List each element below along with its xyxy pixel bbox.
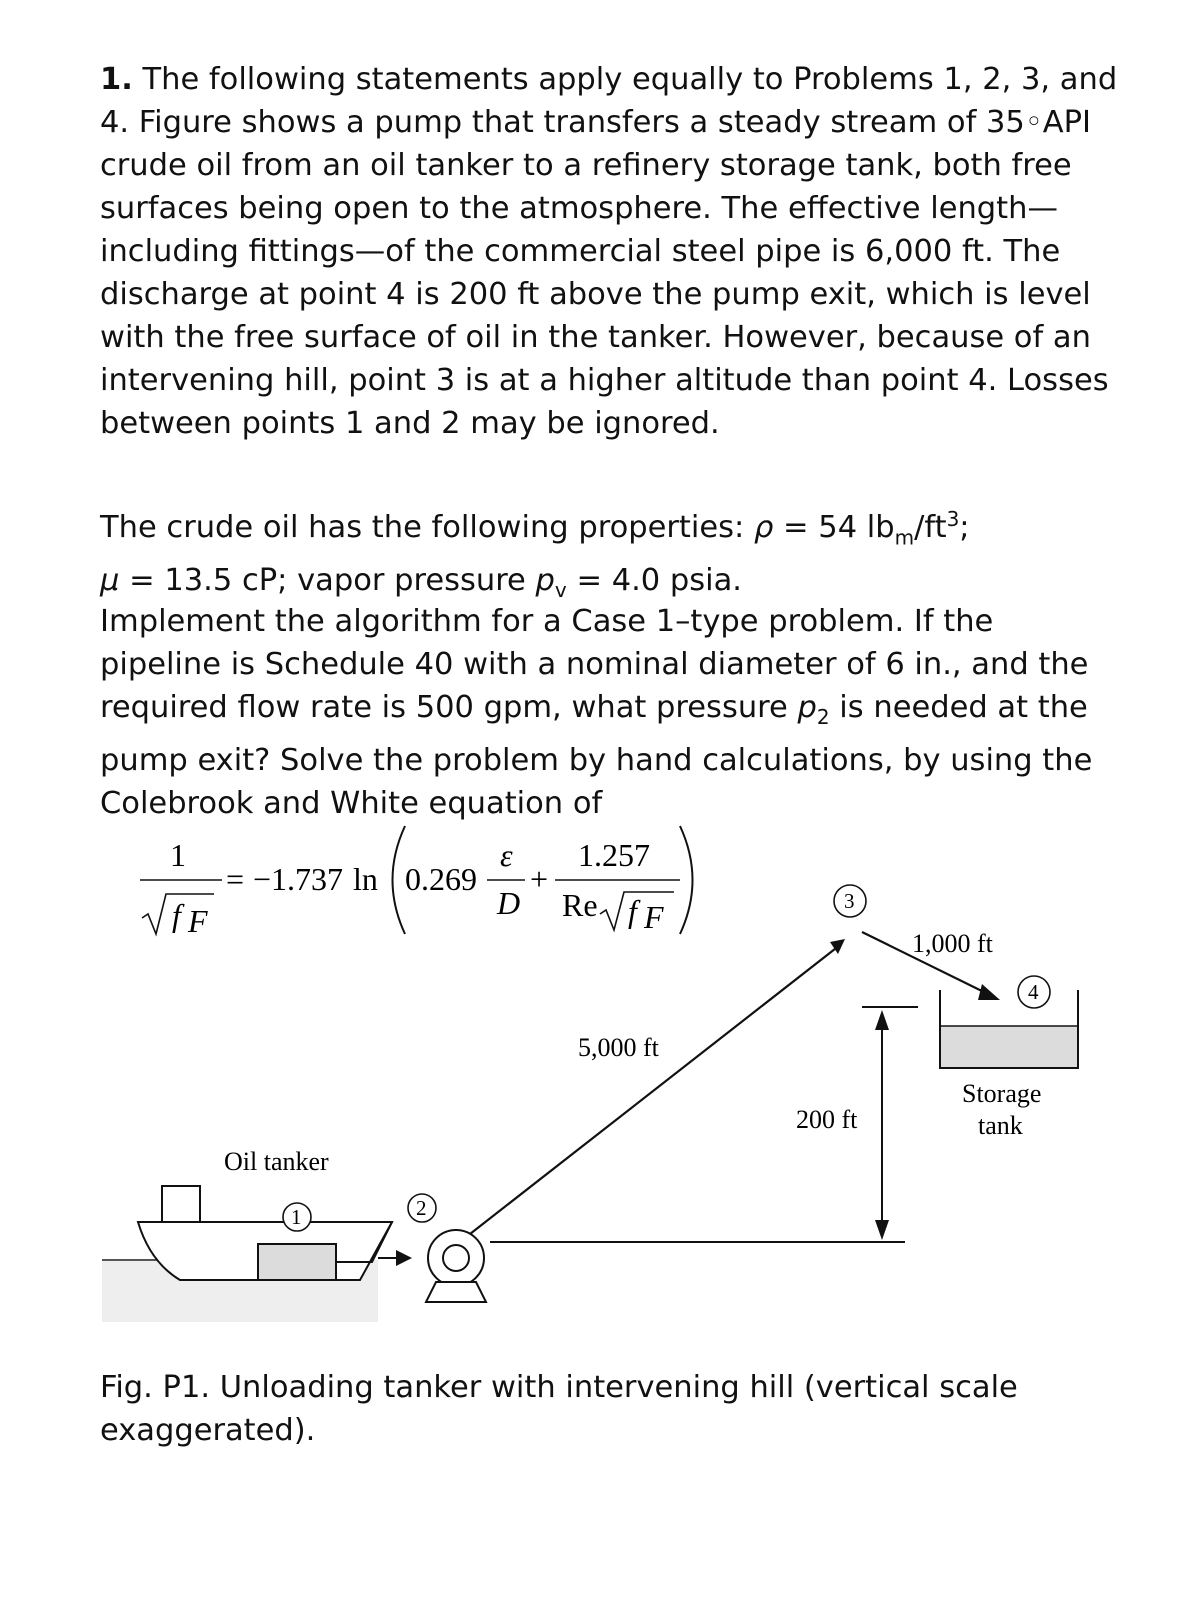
pipeline-uphill: [470, 945, 840, 1234]
eq-coef: −1.737: [253, 861, 344, 897]
pv-value: = 4.0 psia.: [566, 563, 743, 599]
properties-prefix: The crude oil has the following properties:: [100, 510, 754, 546]
svg-text:4: 4: [1028, 980, 1039, 1004]
label-5000ft: 5,000 ft: [578, 1033, 659, 1062]
task-part1: Implement the algorithm for a Case 1–type problem. If the pipeline is Schedule 40 with a nominal diameter of 6 in., and the required flow rate is 500 gpm, what pressure: [100, 604, 1089, 725]
label-200ft: 200 ft: [796, 1105, 858, 1134]
eq-c2: 1.257: [578, 837, 650, 873]
eq-lhs-f-sub: F: [188, 903, 208, 939]
eq-D: D: [497, 885, 521, 921]
flow-arrow-to-pump: [396, 1250, 412, 1266]
pv-symbol: p: [535, 563, 555, 599]
mu-symbol: μ: [100, 563, 120, 599]
pv-sub: v: [554, 578, 567, 603]
eq-epsilon: ε: [500, 837, 513, 873]
dimension-arrow-down: [875, 1220, 889, 1240]
eq-re-f-sub: F: [644, 899, 664, 935]
mu-value: = 13.5 cP; vapor pressure: [119, 563, 536, 599]
eq-re-f: f: [628, 893, 637, 929]
storage-tank: [940, 990, 1078, 1068]
point-marker-2: [408, 1194, 436, 1222]
tanker-cabin: [162, 1186, 200, 1222]
point-marker-3: [834, 885, 866, 917]
rho-end: ;: [959, 510, 970, 546]
colebrook-equation: [140, 826, 693, 939]
tanker-oil-hold: [258, 1244, 336, 1280]
rho-unit: /ft: [914, 510, 947, 546]
eq-lhs-numerator: 1: [170, 837, 186, 873]
label-1000ft: 1,000 ft: [912, 929, 993, 958]
rho-symbol: ρ: [753, 510, 774, 546]
eq-c1: 0.269: [405, 861, 477, 897]
svg-text:1: 1: [291, 1205, 302, 1229]
label-oil-tanker: Oil tanker: [224, 1147, 329, 1176]
rho-value: = 54 lb: [773, 510, 895, 546]
problem-intro: The following statements apply equally to Problems 1, 2, 3, and 4. Figure shows a pump that transfers a steady stream of 35◦API crude oil from an oil tanker to a refinery storage tank, both free surfaces being open to the atmosphere. The effective length—including fittings—of the commercial steel pipe is 6,000 ft. The discharge at point 4 is 200 ft above the pump exit, which is level with the free surface of oil in the tanker. However, because of an intervening hill, point 3 is at a higher altitude than point 4. Losses between points 1 and 2 may be ignored.: [100, 62, 1118, 441]
eq-right-paren: [680, 826, 693, 934]
pump-impeller: [443, 1245, 469, 1271]
eq-left-paren: [393, 826, 406, 934]
label-tank: tank: [978, 1111, 1023, 1140]
point-marker-1: [283, 1203, 311, 1231]
flow-arrow-downhill: [978, 984, 1000, 1000]
task-part2: is needed at the pump exit? Solve the problem by hand calculations, by using the Colebrook and White equation of: [100, 690, 1093, 822]
p2-sub: 2: [816, 705, 830, 730]
eq-ln: ln: [353, 861, 378, 897]
pump-base: [426, 1282, 486, 1302]
pump: [426, 1230, 486, 1302]
svg-text:2: 2: [416, 1196, 427, 1220]
eq-lhs-f: f: [172, 897, 181, 933]
label-storage: Storage: [962, 1079, 1042, 1108]
point-marker-4: [1018, 976, 1050, 1008]
tank-oil: [941, 1026, 1077, 1067]
problem-number: 1.: [100, 62, 133, 97]
rho-sub: m: [894, 525, 915, 550]
eq-Re: Re: [562, 887, 598, 923]
eq-equals: =: [226, 861, 245, 897]
p2-symbol: p: [797, 690, 817, 725]
svg-text:3: 3: [844, 889, 855, 913]
dimension-arrow-up: [875, 1010, 889, 1030]
figure-caption: Fig. P1. Unloading tanker with intervening hill (vertical scale exaggerated).: [100, 1370, 1018, 1448]
eq-plus: +: [530, 861, 549, 897]
rho-sup: 3: [946, 507, 960, 531]
